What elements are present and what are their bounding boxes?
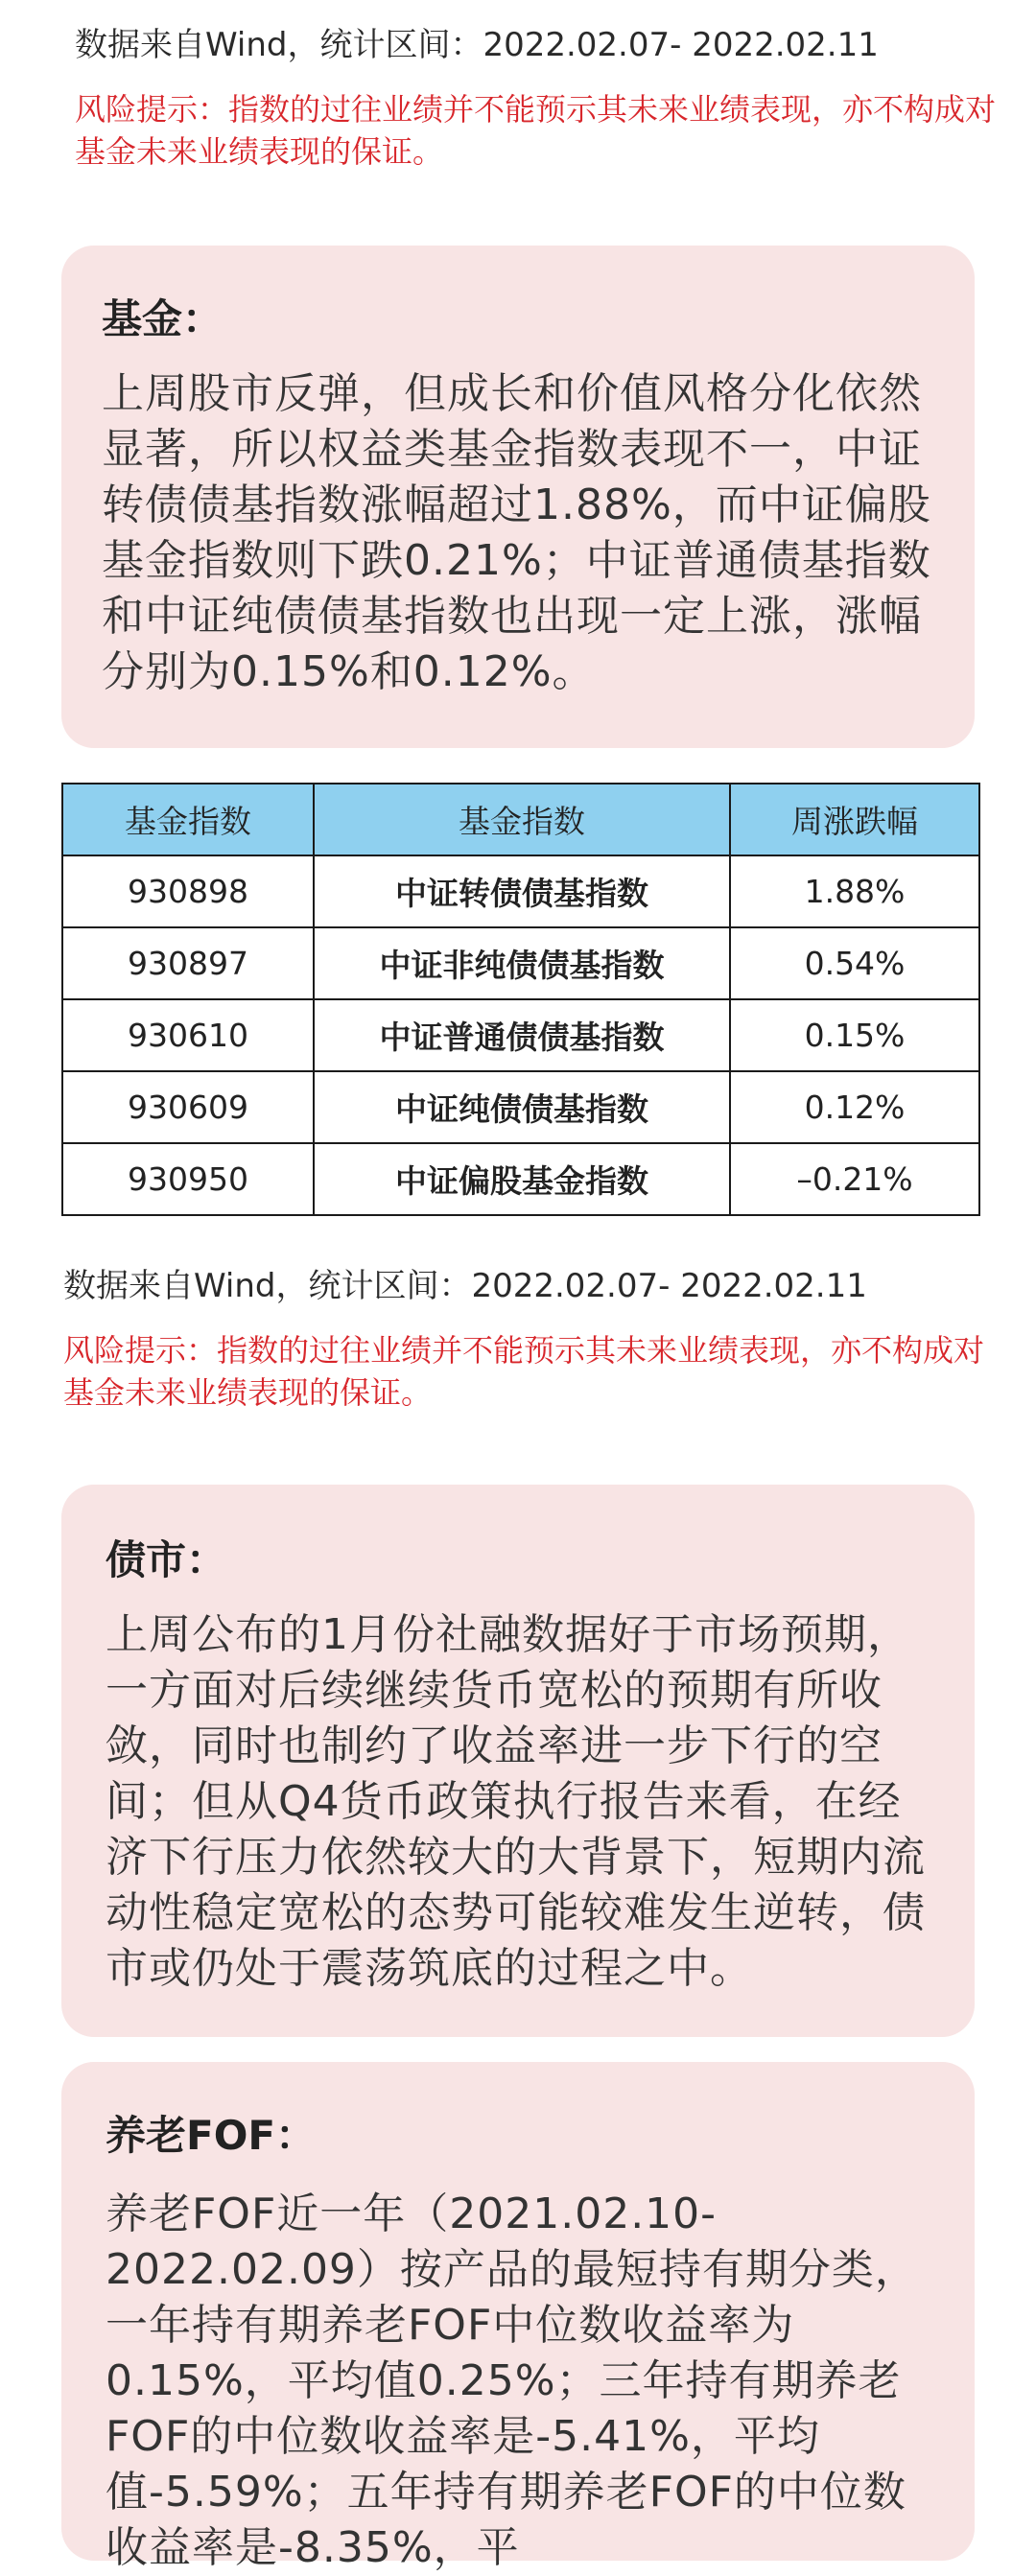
weekly-change: 0.54% (730, 927, 979, 999)
index-code: 930897 (62, 927, 314, 999)
table-header-row (62, 784, 979, 855)
fof-card-title: 养老FOF： (106, 2112, 317, 2159)
data-source-note: 数据来自Wind，统计区间：2022.02.07- 2022.02.11 (63, 1267, 867, 1305)
fund-commentary-card (61, 246, 975, 748)
table-row (62, 1071, 979, 1143)
index-name: 中证偏股基金指数 (314, 1143, 730, 1215)
index-name: 中证转债债基指数 (314, 855, 730, 927)
index-name: 中证非纯债债基指数 (314, 927, 730, 999)
weekly-change: –0.21% (730, 1143, 979, 1215)
table-row (62, 927, 979, 999)
column-header: 周涨跌幅 (730, 784, 979, 855)
bond-card-title: 债市： (106, 1536, 227, 1583)
table-row (62, 855, 979, 927)
fof-card-body: 养老FOF近一年（2021.02.10-2022.02.09）按产品的最短持有期分类，一年持有期养老FOF中位数收益率为0.15%，平均值0.25%；三年持有期养老FOF的中位数收益率是-5.41%，平均值-5.59%；五年持有期养老FOF的中位数收益率是-8.35%，平 (106, 2190, 918, 2572)
weekly-change: 0.12% (730, 1071, 979, 1143)
weekly-change: 1.88% (730, 855, 979, 927)
index-name: 中证纯债债基指数 (314, 1071, 730, 1143)
bond-card-body: 上周公布的1月份社融数据好于市场预期，一方面对后续继续货币宽松的预期有所收敛，同时也制约了收益率进一步下行的空间；但从Q4货币政策执行报告来看，在经济下行压力依然较大的大背景下，短期内流动性稳定宽松的态势可能较难发生逆转，债市或仍处于震荡筑底的过程之中。 (106, 1610, 926, 1993)
column-header: 基金指数 (314, 784, 730, 855)
risk-warning: 风险提示：指数的过往业绩并不能预示其未来业绩表现，亦不构成对基金未来业绩表现的保证。 (75, 91, 997, 170)
risk-warning: 风险提示：指数的过往业绩并不能预示其未来业绩表现，亦不构成对基金未来业绩表现的保证。 (63, 1332, 985, 1411)
table-row (62, 999, 979, 1071)
data-source-note: 数据来自Wind，统计区间：2022.02.07- 2022.02.11 (75, 26, 879, 64)
fund-card-title: 基金： (102, 295, 224, 342)
index-code: 930609 (62, 1071, 314, 1143)
table-row (62, 1143, 979, 1215)
column-header: 基金指数 (62, 784, 314, 855)
index-name: 中证普通债债基指数 (314, 999, 730, 1071)
index-code: 930950 (62, 1143, 314, 1215)
fund-index-table (61, 783, 980, 1216)
index-code: 930610 (62, 999, 314, 1071)
index-code: 930898 (62, 855, 314, 927)
bond-market-card (61, 1485, 975, 2037)
pension-fof-card (61, 2062, 975, 2572)
weekly-change: 0.15% (730, 999, 979, 1071)
fund-card-body: 上周股市反弹，但成长和价值风格分化依然显著，所以权益类基金指数表现不一，中证转债债基指数涨幅超过1.88%，而中证偏股基金指数则下跌0.21%；中证普通债基指数和中证纯债债基指数也出现一定上涨，涨幅分别为0.15%和0.12%。 (102, 369, 931, 696)
